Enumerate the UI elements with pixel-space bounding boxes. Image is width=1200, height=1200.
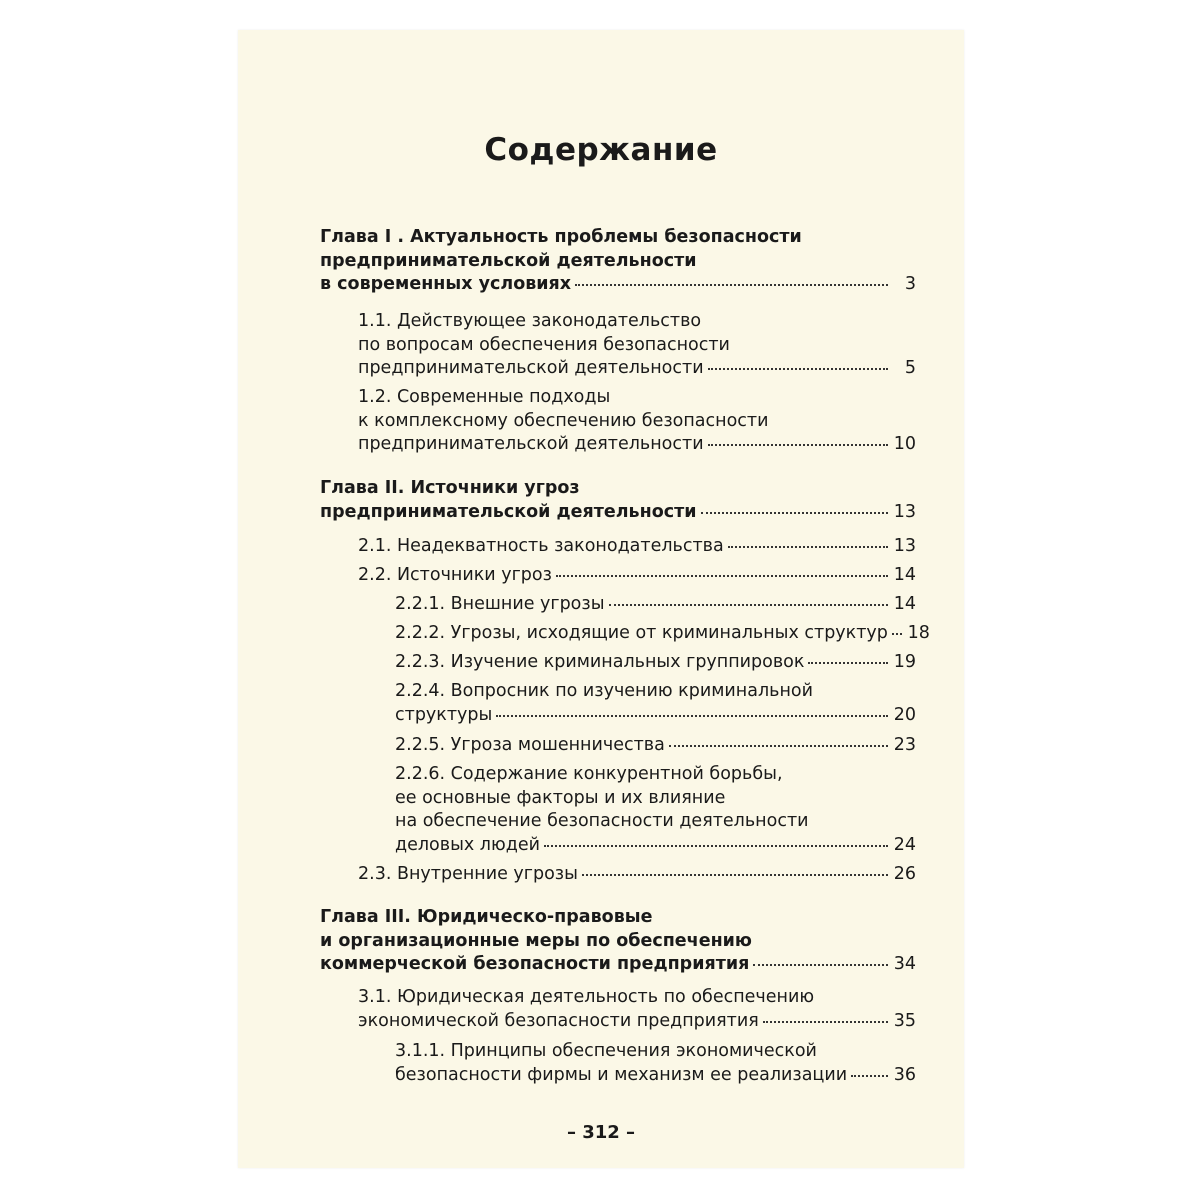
toc-entry — [395, 763, 916, 857]
toc-entry-last-line — [395, 593, 916, 617]
toc-entry — [358, 310, 916, 381]
toc-entry-last-line — [395, 651, 916, 675]
toc-entry — [395, 1040, 916, 1087]
toc-entry — [395, 680, 916, 727]
dot-leader — [708, 444, 888, 446]
toc-chapter-entry — [320, 906, 916, 977]
dot-leader — [763, 1021, 888, 1023]
toc-entry — [358, 863, 916, 887]
toc-page-number: 34 — [893, 954, 916, 974]
toc-entry-text: и организационные меры по обеспечению — [320, 930, 752, 951]
toc-entry-text: 2.1. Неадекватность законодательства — [358, 536, 724, 556]
toc-entry-text: на обеспечение безопасности деятельности — [395, 811, 809, 831]
toc-entry-text: 2.2.2. Угрозы, исходящие от криминальных структур — [395, 623, 888, 643]
toc-entry-text: ее основные факторы и их влияние — [395, 787, 726, 808]
dot-leader — [708, 368, 888, 370]
toc-entry-text: Глава I . Актуальность проблемы безопасности — [320, 227, 802, 247]
toc-entry-text: 2.2.4. Вопросник по изучению криминальной — [395, 681, 813, 701]
toc-page-number: 26 — [893, 864, 916, 884]
dot-leader — [701, 512, 888, 514]
toc-entry-text: экономической безопасности предприятия — [358, 1010, 759, 1031]
toc-chapter-entry — [320, 477, 916, 524]
toc-page-number: 10 — [893, 434, 916, 454]
toc-page-number: 13 — [893, 536, 916, 556]
dot-leader — [496, 715, 888, 717]
toc-entry — [358, 386, 916, 457]
toc-entry-last-line — [395, 1064, 916, 1088]
toc-entry-text: коммерческой безопасности предприятия — [320, 954, 750, 974]
book-page — [238, 30, 964, 1168]
toc-entry-text: предпринимательской деятельности — [358, 358, 704, 378]
toc-entry-text: по вопросам обеспечения безопасности — [358, 334, 730, 355]
toc-entry-text: 2.2. Источники угроз — [358, 565, 552, 585]
toc-entry-last-line — [320, 953, 916, 977]
toc-entry-last-line — [358, 1010, 916, 1034]
toc-page-number: 35 — [893, 1010, 916, 1031]
toc-entry-last-line — [320, 273, 916, 297]
toc-entry-text: структуры — [395, 704, 493, 725]
dot-leader — [851, 1075, 888, 1077]
dot-leader — [575, 284, 888, 286]
toc-entry-text: предпринимательской деятельности — [358, 434, 704, 454]
toc-page-number: 14 — [893, 594, 916, 614]
toc-entry-text: 3.1.1. Принципы обеспечения экономической — [395, 1041, 817, 1061]
toc-entry-text: к комплексному обеспечению безопасности — [358, 410, 769, 431]
dot-leader — [753, 964, 888, 966]
toc-entry-text: 2.2.1. Внешние угрозы — [395, 594, 605, 614]
dot-leader — [808, 662, 888, 664]
toc-entry-last-line — [358, 863, 916, 887]
toc-entry-text: в современных условиях — [320, 274, 572, 294]
dot-leader — [892, 633, 902, 635]
toc-entry-last-line — [395, 704, 916, 728]
toc-page-number: 3 — [904, 274, 916, 294]
toc-page-number: 36 — [893, 1064, 916, 1085]
toc-page-number: 13 — [893, 501, 916, 522]
toc-entry-last-line — [395, 734, 916, 758]
toc-entry — [358, 986, 916, 1033]
toc-entry-text: Глава II. Источники угроз — [320, 478, 580, 498]
toc-entry-text: 2.2.6. Содержание конкурентной борьбы, — [395, 764, 783, 784]
page-title: Содержание — [484, 132, 718, 168]
toc-page-number: 14 — [893, 565, 916, 585]
toc-entry — [395, 593, 916, 617]
toc-entry-text: деловых людей — [395, 834, 540, 855]
toc-entry — [395, 622, 930, 646]
toc-chapter-entry — [320, 226, 916, 297]
toc-page-number: 19 — [893, 652, 916, 672]
toc-page-number: 24 — [893, 834, 916, 855]
toc-page-number: 5 — [904, 358, 916, 378]
dot-leader — [582, 874, 888, 876]
toc-entry-last-line — [395, 622, 930, 646]
toc-entry-last-line — [358, 564, 916, 588]
toc-entry-text: предпринимательской деятельности — [320, 501, 697, 522]
toc-entry-last-line — [358, 535, 916, 559]
toc-entry-text: 2.3. Внутренние угрозы — [358, 864, 578, 884]
toc-entry-text: 2.2.5. Угроза мошенничества — [395, 735, 665, 755]
toc-entry-text: предпринимательской деятельности — [320, 250, 697, 271]
toc-entry — [358, 564, 916, 588]
toc-entry-text: безопасности фирмы и механизм ее реализации — [395, 1064, 848, 1085]
toc-page-number: 18 — [907, 623, 930, 643]
dot-leader — [728, 546, 888, 548]
toc-entry — [395, 734, 916, 758]
toc-entry-text: 1.1. Действующее законодательство — [358, 311, 702, 331]
toc-entry-last-line — [395, 834, 916, 858]
toc-entry-last-line — [358, 357, 916, 381]
toc-entry-text: Глава III. Юридическо-правовые — [320, 907, 653, 927]
toc-entry-text: 2.2.3. Изучение криминальных группировок — [395, 652, 805, 672]
toc-entry — [395, 651, 916, 675]
toc-entry — [358, 535, 916, 559]
toc-entry-text: 3.1. Юридическая деятельность по обеспечению — [358, 987, 815, 1007]
toc-page-number: 23 — [893, 735, 916, 755]
toc-entry-text: 1.2. Современные подходы — [358, 387, 611, 407]
dot-leader — [544, 845, 888, 847]
dot-leader — [669, 745, 888, 747]
toc-page-number: 20 — [893, 704, 916, 725]
toc-entry-last-line — [358, 433, 916, 457]
dot-leader — [609, 604, 888, 606]
toc-entry-last-line — [320, 501, 916, 525]
dot-leader — [556, 575, 888, 577]
page-number: – 312 – — [566, 1122, 636, 1143]
